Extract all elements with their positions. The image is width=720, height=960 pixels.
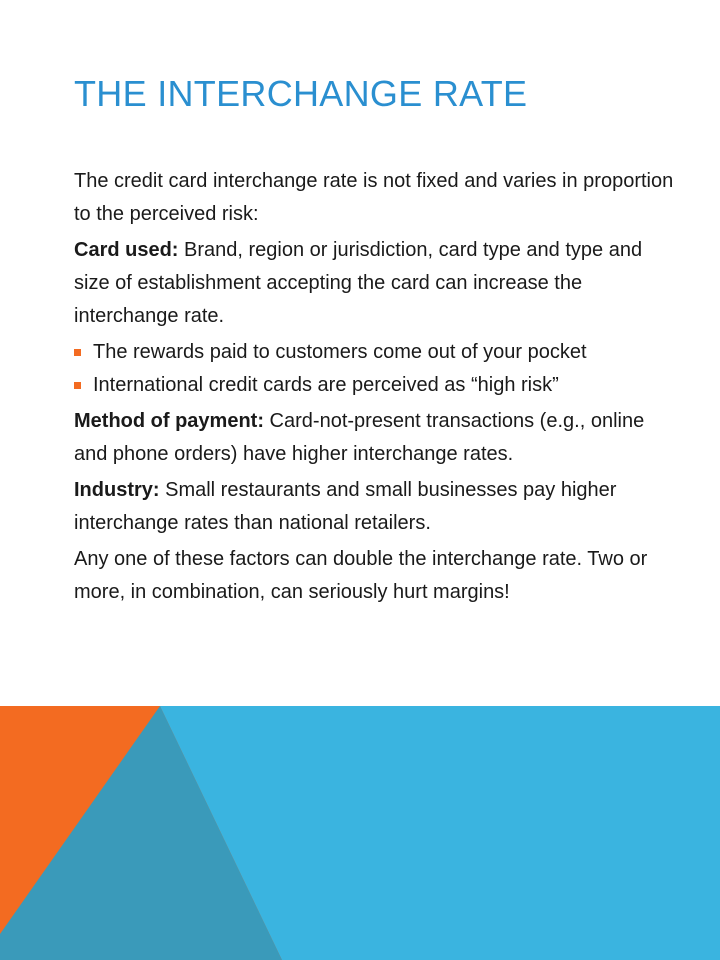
slide-body bbox=[74, 165, 674, 612]
bullet-text: International credit cards are perceived as “high risk” bbox=[93, 374, 559, 396]
industry-label: Industry: bbox=[74, 479, 160, 501]
bullet-text: The rewards paid to customers come out of your pocket bbox=[93, 341, 587, 363]
slide-title: THE INTERCHANGE RATE bbox=[74, 73, 528, 114]
industry-paragraph bbox=[74, 474, 674, 540]
method-of-payment-paragraph bbox=[74, 405, 674, 471]
bullet-item bbox=[74, 336, 674, 369]
orange-square-bullet-icon bbox=[74, 382, 81, 389]
bullet-item bbox=[74, 369, 674, 402]
card-used-paragraph bbox=[74, 234, 674, 333]
intro-paragraph: The credit card interchange rate is not fixed and varies in proportion to the perceived risk: bbox=[74, 170, 674, 225]
bullet-list bbox=[74, 336, 674, 402]
closing-paragraph: Any one of these factors can double the interchange rate. Two or more, in combination, can seriously hurt margins! bbox=[74, 548, 648, 603]
method-of-payment-label: Method of payment: bbox=[74, 410, 264, 432]
orange-square-bullet-icon bbox=[74, 349, 81, 356]
decorative-footer-shapes bbox=[0, 706, 720, 960]
card-used-label: Card used: bbox=[74, 239, 179, 261]
card-used-text: Brand, region or jurisdiction, card type and type and size of establishment accepting the card can increase the interchange rate. bbox=[74, 239, 643, 327]
method-of-payment-text: Card-not-present transactions (e.g., online and phone orders) have higher interchange rates. bbox=[74, 410, 645, 465]
industry-text: Small restaurants and small businesses pay higher interchange rates than national retailers. bbox=[74, 479, 617, 534]
